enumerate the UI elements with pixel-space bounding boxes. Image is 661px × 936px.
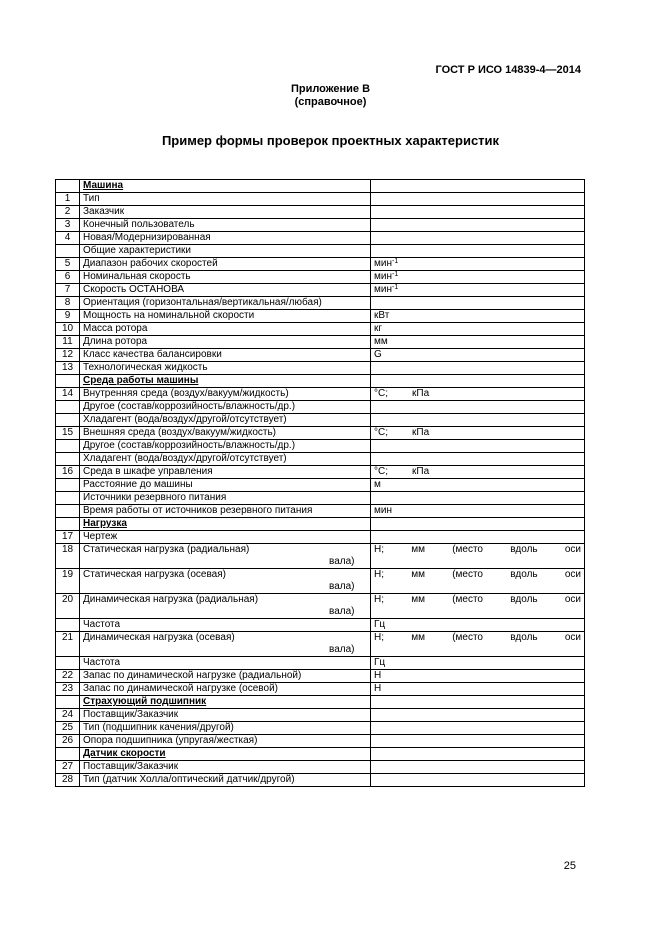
table-row [56,362,585,375]
table-row [56,670,585,683]
row-value-cell [371,362,585,375]
page-number: 25 [563,860,576,872]
row-label: Тип [80,193,371,206]
unit-word: мм [411,632,425,643]
row-value-cell [371,232,585,245]
row-number: 16 [56,466,80,479]
row-number: 5 [56,258,80,271]
table-row [56,271,585,284]
unit-word: (место [452,544,483,555]
table-row [56,232,585,245]
row-label: Динамическая нагрузка (осевая) [80,632,371,657]
row-unit [329,594,585,619]
section-title: Страхующий подшипник [80,696,371,709]
row-number: 25 [56,722,80,735]
table-row [56,569,585,594]
table-row [56,206,585,219]
row-number: 26 [56,735,80,748]
row-number: 6 [56,271,80,284]
row-unit [371,427,585,440]
row-unit [371,258,585,271]
table-row [56,245,585,258]
row-unit: G [371,349,585,362]
appendix-title: Приложение В [290,83,371,95]
section-row [56,696,585,709]
row-value-cell [371,531,585,544]
unit-superscript: -1 [391,271,399,278]
row-number: 14 [56,388,80,401]
unit-tail: вала) [329,644,355,655]
table-row [56,440,585,453]
table-row [56,453,585,466]
row-label: Запас по динамической нагрузке (радиальной) [80,670,371,683]
unit-text: Н; [374,569,384,580]
row-value-cell [371,722,585,735]
row-number: 23 [56,683,80,696]
row-value-cell [371,735,585,748]
row-unit [371,466,585,479]
row-number [56,492,80,505]
row-unit [371,271,585,284]
table-row [56,632,585,657]
row-number: 17 [56,531,80,544]
unit-word: оси [564,569,581,580]
table-row [56,466,585,479]
unit-superscript: -1 [391,258,399,265]
row-label: Хладагент (вода/воздух/другой/отсутствует) [80,414,371,427]
row-value-cell [371,453,585,466]
row-label: Динамическая нагрузка (радиальная) [80,594,371,619]
row-unit: кг [371,323,585,336]
row-value-cell [371,709,585,722]
row-label: Общие характеристики [80,245,371,258]
row-number: 24 [56,709,80,722]
row-unit: Н [371,670,585,683]
row-label: Тип (датчик Холла/оптический датчик/другой) [80,774,371,787]
table-row [56,544,585,569]
row-value-cell [371,193,585,206]
row-number: 19 [56,569,80,594]
table-row [56,594,585,619]
design-check-form-table [55,179,585,787]
row-number: 15 [56,427,80,440]
row-value-cell [371,219,585,232]
row-number [56,479,80,492]
table-row [56,336,585,349]
row-number [56,453,80,466]
row-number: 7 [56,284,80,297]
row-label: Частота [80,619,371,632]
row-label: Статическая нагрузка (осевая) [80,569,371,594]
row-unit: Гц [371,657,585,670]
row-unit: Н [371,683,585,696]
row-unit [371,284,585,297]
table-row [56,323,585,336]
row-label: Поставщик/Заказчик [80,761,371,774]
row-number: 28 [56,774,80,787]
row-number: 8 [56,297,80,310]
table-row [56,427,585,440]
table-row [56,414,585,427]
page-title: Пример формы проверок проектных характеристик [161,133,500,148]
row-unit: м [371,479,585,492]
row-value-cell [371,761,585,774]
unit-word: мм [411,594,425,605]
row-value-cell [371,206,585,219]
row-unit: кВт [371,310,585,323]
table-row [56,479,585,492]
row-label: Другое (состав/коррозийность/влажность/др.) [80,440,371,453]
section-title: Нагрузка [80,518,371,531]
row-label: Диапазон рабочих скоростей [80,258,371,271]
row-unit [371,388,585,401]
section-title: Среда работы машины [80,375,371,388]
row-label: Номинальная скорость [80,271,371,284]
row-number [56,619,80,632]
row-label: Мощность на номинальной скорости [80,310,371,323]
table-row [56,709,585,722]
row-label: Поставщик/Заказчик [80,709,371,722]
row-label: Статическая нагрузка (радиальная) [80,544,371,569]
row-number: 20 [56,594,80,619]
row-number: 2 [56,206,80,219]
unit-text: °С; [374,466,388,477]
unit-text: °С; [374,388,388,399]
table-row [56,349,585,362]
table-row [56,761,585,774]
row-number [56,440,80,453]
table-row [56,683,585,696]
unit-tail: вала) [329,556,355,567]
section-title: Машина [80,180,371,193]
row-label: Тип (подшипник качения/другой) [80,722,371,735]
unit-word: оси [564,594,581,605]
unit-tail: вала) [329,581,355,592]
row-label: Запас по динамической нагрузке (осевой) [80,683,371,696]
row-number: 1 [56,193,80,206]
table-row [56,657,585,670]
unit-word: вдоль [510,632,538,643]
table-row [56,722,585,735]
row-label: Среда в шкафе управления [80,466,371,479]
row-number: 21 [56,632,80,657]
unit-text-2: кПа [412,388,430,399]
appendix-heading [0,83,661,109]
table-row [56,505,585,518]
row-value-cell [371,440,585,453]
row-value-cell [371,414,585,427]
section-row [56,518,585,531]
row-number: 18 [56,544,80,569]
row-label: Расстояние до машины [80,479,371,492]
row-number: 22 [56,670,80,683]
row-value-cell [371,401,585,414]
row-label: Опора подшипника (упругая/жесткая) [80,735,371,748]
row-label: Частота [80,657,371,670]
appendix-subtitle: (справочное) [294,96,367,108]
unit-text: Н; [374,594,384,605]
row-value-cell [371,245,585,258]
unit-word: (место [452,632,483,643]
table-row [56,193,585,206]
row-label: Скорость ОСТАНОВА [80,284,371,297]
row-unit [329,569,585,594]
row-value-cell [371,492,585,505]
row-value-cell [371,297,585,310]
unit-word: вдоль [510,594,538,605]
row-label: Внешняя среда (воздух/вакуум/жидкость) [80,427,371,440]
table-row [56,492,585,505]
section-row [56,375,585,388]
row-number: 4 [56,232,80,245]
row-label: Конечный пользователь [80,219,371,232]
row-label: Внутренняя среда (воздух/вакуум/жидкость) [80,388,371,401]
row-label: Технологическая жидкость [80,362,371,375]
table-row [56,297,585,310]
row-unit: мин [371,505,585,518]
table-row [56,401,585,414]
table-row [56,284,585,297]
row-unit [329,632,585,657]
unit-word: (место [452,594,483,605]
row-label: Другое (состав/коррозийность/влажность/др.) [80,401,371,414]
row-value-cell [371,774,585,787]
table-row [56,258,585,271]
unit-word: мм [411,569,425,580]
row-number: 12 [56,349,80,362]
unit-text: °С; [374,427,388,438]
unit-tail: вала) [329,606,355,617]
unit-text: мин [374,258,392,269]
document-code: ГОСТ Р ИСО 14839-4—2014 [435,64,581,76]
unit-word: мм [411,544,425,555]
unit-text-2: кПа [412,466,430,477]
unit-text: Н; [374,544,384,555]
unit-word: (место [452,569,483,580]
row-unit: Гц [371,619,585,632]
row-number: 13 [56,362,80,375]
row-unit [329,544,585,569]
table-row [56,388,585,401]
row-label: Чертеж [80,531,371,544]
row-number: 27 [56,761,80,774]
section-title: Датчик скорости [80,748,371,761]
row-label: Источники резервного питания [80,492,371,505]
row-label: Время работы от источников резервного питания [80,505,371,518]
unit-text-2: кПа [412,427,430,438]
table-row [56,310,585,323]
row-label: Заказчик [80,206,371,219]
row-label: Хладагент (вода/воздух/другой/отсутствует) [80,453,371,466]
unit-word: вдоль [510,544,538,555]
row-number: 3 [56,219,80,232]
table-row [56,735,585,748]
row-number: 9 [56,310,80,323]
row-unit: мм [371,336,585,349]
unit-word: вдоль [510,569,538,580]
unit-text: мин [374,271,392,282]
row-number: 11 [56,336,80,349]
table-row [56,774,585,787]
row-number: 10 [56,323,80,336]
unit-word: оси [564,632,581,643]
row-label: Новая/Модернизированная [80,232,371,245]
table-row [56,219,585,232]
row-label: Ориентация (горизонтальная/вертикальная/любая) [80,297,371,310]
unit-word: оси [564,544,581,555]
unit-text: мин [374,284,392,295]
row-number [56,657,80,670]
unit-superscript: -1 [391,284,399,291]
row-number [56,245,80,258]
row-number [56,414,80,427]
table-row [56,531,585,544]
table-row [56,619,585,632]
section-row [56,748,585,761]
row-number [56,401,80,414]
unit-text: Н; [374,632,384,643]
row-number [56,505,80,518]
section-row [56,180,585,193]
row-label: Класс качества балансировки [80,349,371,362]
row-label: Масса ротора [80,323,371,336]
row-label: Длина ротора [80,336,371,349]
